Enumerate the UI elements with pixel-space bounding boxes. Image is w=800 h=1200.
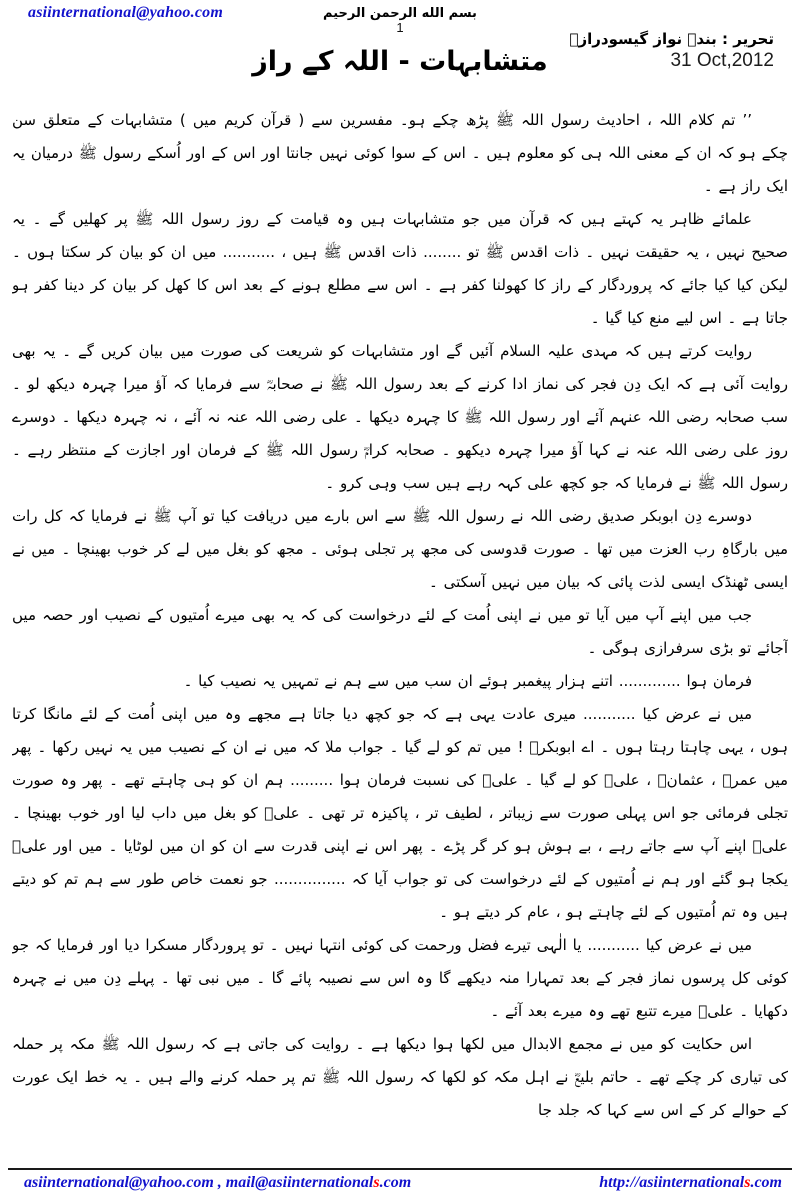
body-paragraph: فرمان ہوا ............. اتنے ہزار پیغمبر ہوئے ان سب میں سے ہم نے تمہیں یہ نصیب کیا ۔ [183, 672, 752, 690]
writer-credit: تحریر : بندہ نواز گیسودرازؒ [569, 30, 774, 48]
body-paragraph: جب میں اپنے آپ میں آیا تو میں نے اپنی اُمت کے لئے درخواست کی کہ یہ بھی میرے اُمتیوں کے نصیب اور حصہ میں آجائے تو بڑی سرفرازی ہوگی ۔ [12, 606, 788, 657]
header-email-link[interactable]: asiinternational@yahoo.com [28, 4, 223, 21]
page-number: 1 [396, 20, 404, 35]
footer-url-accent: s [744, 1174, 751, 1191]
body-paragraph: روایت کرتے ہیں کہ مہدی علیہ السلام آئیں گے اور متشابہات کو شریعت کی صورت میں بیان کریں گے ۔ یہ بھی روایت آئی ہے کہ ایک دِن فجر کی نماز ادا کرنے کے بعد رسول اللہ ﷺ نے صحابہؓ سے فرمایا کہ آؤ میرا چہرہ دیکھ لو ۔ سب صحابہ رضی اللہ عنہم آئے اور رسول اللہ ﷺ کا چہرہ دیکھا ۔ علی رضی اللہ عنہ نہ آئے ، نہ چہرہ دیکھا ۔ دوسرے روز علی رضی اللہ عنہ نے کہا آؤ میرا چہرہ دیکھو ۔ صحابہ کرامؓ رسول اللہ ﷺ کے فرمان اور اجازت کے منتظر رہے ۔ رسول اللہ ﷺ نے فرمایا کہ جو کچھ علی کہہ رہے ہیں سب وہی کرو ۔ [12, 342, 788, 492]
page-title: متشابہات - اللہ کے راز [252, 46, 548, 77]
footer-url-suffix: .com [750, 1174, 782, 1191]
body-paragraph: اس حکایت کو میں نے مجمع الابدال میں لکھا ہوا دیکھا ہے ۔ روایت کی جاتی ہے کہ رسول اللہ ﷺ مکہ پر حملہ کی تیاری کر چکے تھے ۔ حاتم بلیعؓ نے اہل مکہ کو لکھا کہ رسول اللہ ﷺ تم پر حملہ کرنے والے ہیں ۔ یہ خط ایک عورت کے حوالے کر کے اس سے کہا کہ جلد جا [12, 1035, 788, 1119]
footer-emails-text: asiinternational@yahoo.com , mail@asiinternational [24, 1174, 374, 1191]
document-date: 31 Oct,2012 [670, 50, 774, 71]
body-paragraph: دوسرے دِن ابوبکر صدیق رضی اللہ نے رسول اللہ ﷺ سے اس بارے میں دریافت کیا تو آپ ﷺ نے فرمایا کہ کل رات میں بارگاہِ رب العزت میں تھا ۔ صورت قدوسی کی مجھ پر تجلی ہوئی ۔ مجھ کو بغل میں لے کر خوب بھینچا ۔ میں نے ایسی ٹھنڈک ایسی لذت پائی کہ بیان میں نہیں آسکتی ۔ [12, 507, 788, 591]
footer-email-links[interactable] [8, 1174, 411, 1192]
bismillah-text: بسم الله الرحمن الرحيم [323, 6, 477, 21]
body-paragraph: ’’ تم کلام اللہ ، احادیث رسول اللہ ﷺ پڑھ چکے ہو۔ مفسرین سے ( قرآن کریم میں ) متشابہات کے متعلق سن چکے ہو کہ ان کے معنی اللہ ہی کو معلوم ہیں ۔ اس کے سوا کوئی نہیں جانتا اور اس کے اور اُسکے رسول ﷺ درمیان یہ ایک راز ہے ۔ [12, 111, 788, 195]
footer-website-link[interactable] [599, 1174, 792, 1192]
footer-url-text: http://asiinternational [599, 1174, 745, 1191]
title-wrap [0, 46, 800, 77]
footer-emails-accent: s [373, 1174, 380, 1191]
footer-bar [8, 1168, 792, 1192]
body-paragraph: میں نے عرض کیا ........... یا الٰہی تیرے فضل ورحمت کی کوئی انتہا نہیں ۔ تو پروردگار مسکرا دیا اور فرمایا کہ جو کوئی کل پرسوں نماز فجر کے بعد تمہارا منہ دیکھے گا وہ اس سے نصیبہ پائے گا ۔ میں نبی تھا ۔ پہلے دِن میں نے چہرہ دکھایا ۔ علیؓ میرے تتبع تھے وہ میرے بعد آئے ۔ [12, 936, 788, 1020]
body-paragraph: میں نے عرض کیا ........... میری عادت یہی ہے کہ جو کچھ دیا جاتا ہے مجھے وہ میں اپنی اُمت کے لئے مانگا کرتا ہوں ، یہی چاہتا رہتا ہوں ۔ اے ابوبکرؓ ! میں تم کو لے گیا ۔ جواب ملا کہ میں نے ان کے نصیب میں یہ نہیں رکھا ۔ پھر میں عمرؓ ، عثمانؓ ، علیؓ کو لے گیا ۔ علیؓ کی نسبت فرمان ہوا ......... ہم ان کو ہی چاہتے تھے ۔ پھر وہ صورت تجلی فرمائی جو اس پہلی صورت سے زیباتر ، لطیف تر ، پاکیزہ تر تھی ۔ علیؓ کو بغل میں داب لیا اور خوب بھینچا ۔ علیؓ اپنے آپ سے جاتے رہے ، بے ہوش ہو کر گر پڑے ۔ پھر اس نے اپنی قدرت سے ان کو ان میں لوٹایا ۔ میں اور علیؓ یکجا ہو گئے اور ہم نے اُمتیوں کے لئے درخواست کی تو جواب آیا کہ ............... جو نعمت خاص طور سے ہم تم کو دیتے ہیں وہ تم اُمتیوں کے لئے چاہتے ہو ، عام کر دیتے ہو ۔ [12, 705, 788, 921]
document-body [12, 104, 788, 1146]
body-paragraph: علمائے ظاہر یہ کہتے ہیں کہ قرآن میں جو متشابہات ہیں وہ قیامت کے روز رسول اللہ ﷺ پر کھلیں گے ۔ یہ صحیح نہیں ، یہ حقیقت نہیں ۔ ذات اقدس ﷺ تو ........ ذات اقدس ﷺ ہیں ، ........... میں ان کو بیان کر سکتا ہوں ۔ لیکن کیا کیا جائے کہ پروردگار کے راز کا کھولنا کفر ہے ۔ اس سے مطلع ہونے کے بعد اس کا کھل کر بیان کر دینا کفر ہو جاتا ہے ۔ اس لیے منع کیا گیا ۔ [12, 210, 788, 327]
footer-emails-suffix: .com [379, 1174, 412, 1191]
